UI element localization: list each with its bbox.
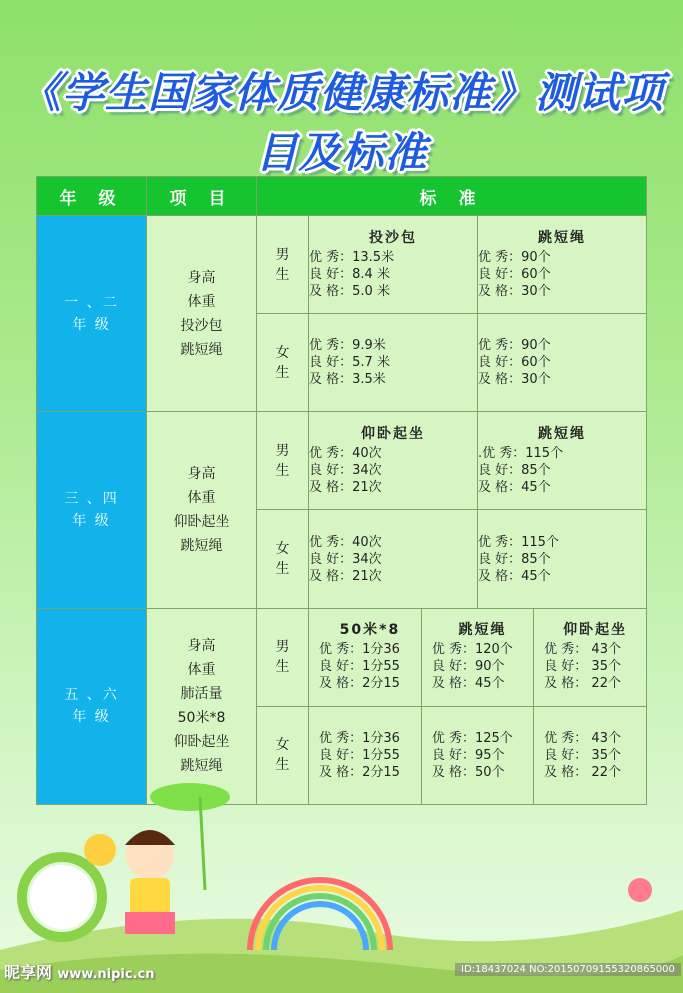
test-item: 仰卧起坐 (173, 734, 230, 751)
standard-row: 良 好：5.7 米 (309, 355, 390, 371)
grade-label-bottom: 年 级 (72, 709, 111, 726)
standard-row: 优 秀：40次 (309, 534, 382, 550)
standard-row: 及 格：5.0 米 (309, 283, 390, 299)
test-item: 肺活量 (180, 686, 223, 703)
standard-column (478, 216, 647, 313)
test-item: 身高 (187, 269, 216, 286)
test-item: 仰卧起坐 (173, 513, 230, 530)
standard-row: 优 秀：40次 (309, 445, 382, 461)
standard-column (421, 609, 533, 706)
header-standard: 标 准 (257, 177, 647, 216)
sex-label: 女 (275, 737, 290, 754)
standard-title: 跳短绳 (458, 622, 507, 639)
sex-label: 女 (275, 344, 290, 361)
standard-row: 良 好：85个 (478, 462, 551, 478)
grade-cell (37, 608, 147, 804)
sex-label: 生 (275, 266, 290, 283)
grade-cell (37, 412, 147, 608)
female-sex-cell (257, 510, 309, 608)
standard-subtable (309, 216, 646, 313)
watermark-id: ID:18437024 NO:20150709155320865000 (455, 963, 681, 976)
watermark-url: www.nipic.cn (57, 967, 155, 982)
standard-row: 良 好：90个 (431, 659, 505, 675)
standard-row: 及 格：2分15 (319, 676, 400, 692)
watermark-logo-text: 昵享网 (4, 963, 53, 982)
standard-row: 优 秀：90个 (478, 338, 551, 354)
table-header-row (37, 177, 647, 216)
watermark-logo (4, 960, 154, 983)
test-item: 跳短绳 (180, 537, 223, 554)
test-item: 跳短绳 (180, 341, 223, 358)
standard-row: 良 好：60个 (478, 355, 551, 371)
sex-label: 男 (275, 442, 290, 459)
standard-title: 跳短绳 (538, 229, 586, 246)
standard-row: 良 好：95个 (431, 747, 505, 763)
grade-label-top: 一 、二 (64, 294, 119, 311)
grade-label-bottom: 年 级 (72, 316, 111, 333)
standard-row: 良 好：1分55 (319, 747, 400, 763)
standard-row: 及 格：45个 (478, 568, 551, 584)
test-item: 跳短绳 (180, 758, 223, 775)
standard-cell (309, 314, 647, 412)
standard-column (534, 609, 646, 706)
test-item: 体重 (187, 293, 216, 310)
standard-row: 优 秀：1分36 (319, 642, 400, 658)
standard-subtable (309, 510, 646, 607)
standard-row: 优 秀：120个 (431, 642, 513, 658)
standard-column (478, 510, 647, 607)
standard-title: 仰卧起坐 (563, 622, 628, 639)
standard-row: 良 好：60个 (478, 266, 551, 282)
standard-row: 及 格：45个 (478, 479, 551, 495)
sex-label: 女 (275, 541, 290, 558)
sex-label: 生 (275, 561, 290, 578)
standard-title: 跳短绳 (538, 425, 586, 442)
standard-row: 良 好：34次 (309, 551, 382, 567)
standard-subtable (309, 412, 646, 509)
table-row (37, 412, 647, 510)
header-grade: 年 级 (37, 177, 147, 216)
standard-row: 优 秀：13.5米 (309, 249, 395, 265)
standard-row: 优 秀：9.9米 (309, 338, 386, 354)
standard-column (309, 609, 421, 706)
standard-row: 及 格：30个 (478, 372, 551, 388)
grade-label-bottom: 年 级 (72, 512, 111, 529)
standard-column (309, 412, 478, 509)
test-item: 50米*8 (177, 710, 226, 727)
page-title: 《学生国家体质健康标准》测试项目及标准 (18, 68, 664, 177)
sex-label: 生 (275, 757, 290, 774)
items-cell (147, 608, 257, 804)
standard-row: 及 格：30个 (478, 283, 551, 299)
standard-title: 仰卧起坐 (361, 425, 425, 442)
standard-row: 及 格：21次 (309, 568, 382, 584)
items-cell (147, 412, 257, 608)
sex-label: 男 (275, 639, 290, 656)
standard-title: 50米*8 (339, 622, 401, 639)
test-item: 体重 (187, 662, 216, 679)
leaf-decoration (150, 783, 230, 811)
standard-subtable (309, 609, 646, 706)
standard-cell (309, 510, 647, 608)
standard-row: 优 秀：125个 (431, 730, 513, 746)
grade-label-top: 五 、六 (64, 687, 119, 704)
standard-row: 优 秀：90个 (478, 249, 551, 265)
standard-row: .优 秀：115个 (478, 445, 564, 461)
standards-table (36, 176, 647, 805)
standard-cell (309, 216, 647, 314)
test-item: 体重 (187, 489, 216, 506)
standard-row: 及 格：45个 (431, 676, 505, 692)
standard-row: 良 好：85个 (478, 551, 551, 567)
sex-label: 生 (275, 462, 290, 479)
sex-label: 生 (275, 659, 290, 676)
standard-row: 优 秀： 43个 (544, 642, 621, 658)
standard-row: 良 好： 35个 (544, 659, 621, 675)
sex-label: 男 (275, 246, 290, 263)
standard-column (309, 216, 478, 313)
standard-row: 良 好：34次 (309, 462, 382, 478)
test-item: 投沙包 (180, 317, 223, 334)
standard-row: 优 秀： 43个 (544, 730, 621, 746)
standard-cell (309, 608, 647, 706)
grade-label-top: 三 、四 (64, 490, 119, 507)
standard-column (309, 510, 478, 607)
male-sex-cell (257, 412, 309, 510)
standard-title: 投沙包 (369, 229, 417, 246)
male-sex-cell (257, 216, 309, 314)
standard-column (478, 412, 647, 509)
header-item: 项 目 (147, 177, 257, 216)
standard-row: 及 格：3.5米 (309, 372, 386, 388)
standard-row: 良 好： 35个 (544, 747, 621, 763)
standard-row: 及 格：50个 (431, 764, 505, 780)
items-cell (147, 216, 257, 412)
test-item: 身高 (187, 465, 216, 482)
standard-row: 优 秀：1分36 (319, 730, 400, 746)
test-item: 身高 (187, 638, 216, 655)
standard-cell (309, 412, 647, 510)
standard-row: 及 格：21次 (309, 479, 382, 495)
standard-row: 及 格： 22个 (544, 764, 621, 780)
standard-column (309, 314, 478, 411)
standard-row: 及 格： 22个 (544, 676, 621, 692)
table-row (37, 216, 647, 314)
grade-cell (37, 216, 147, 412)
standard-column (478, 314, 647, 411)
standard-row: 及 格：2分15 (319, 764, 400, 780)
standard-subtable (309, 314, 646, 411)
table-row (37, 608, 647, 706)
standard-row: 良 好：8.4 米 (309, 266, 390, 282)
standard-row: 优 秀：115个 (478, 534, 559, 550)
male-sex-cell (257, 608, 309, 706)
female-sex-cell (257, 314, 309, 412)
standard-row: 良 好：1分55 (319, 659, 400, 675)
sex-label: 生 (275, 364, 290, 381)
